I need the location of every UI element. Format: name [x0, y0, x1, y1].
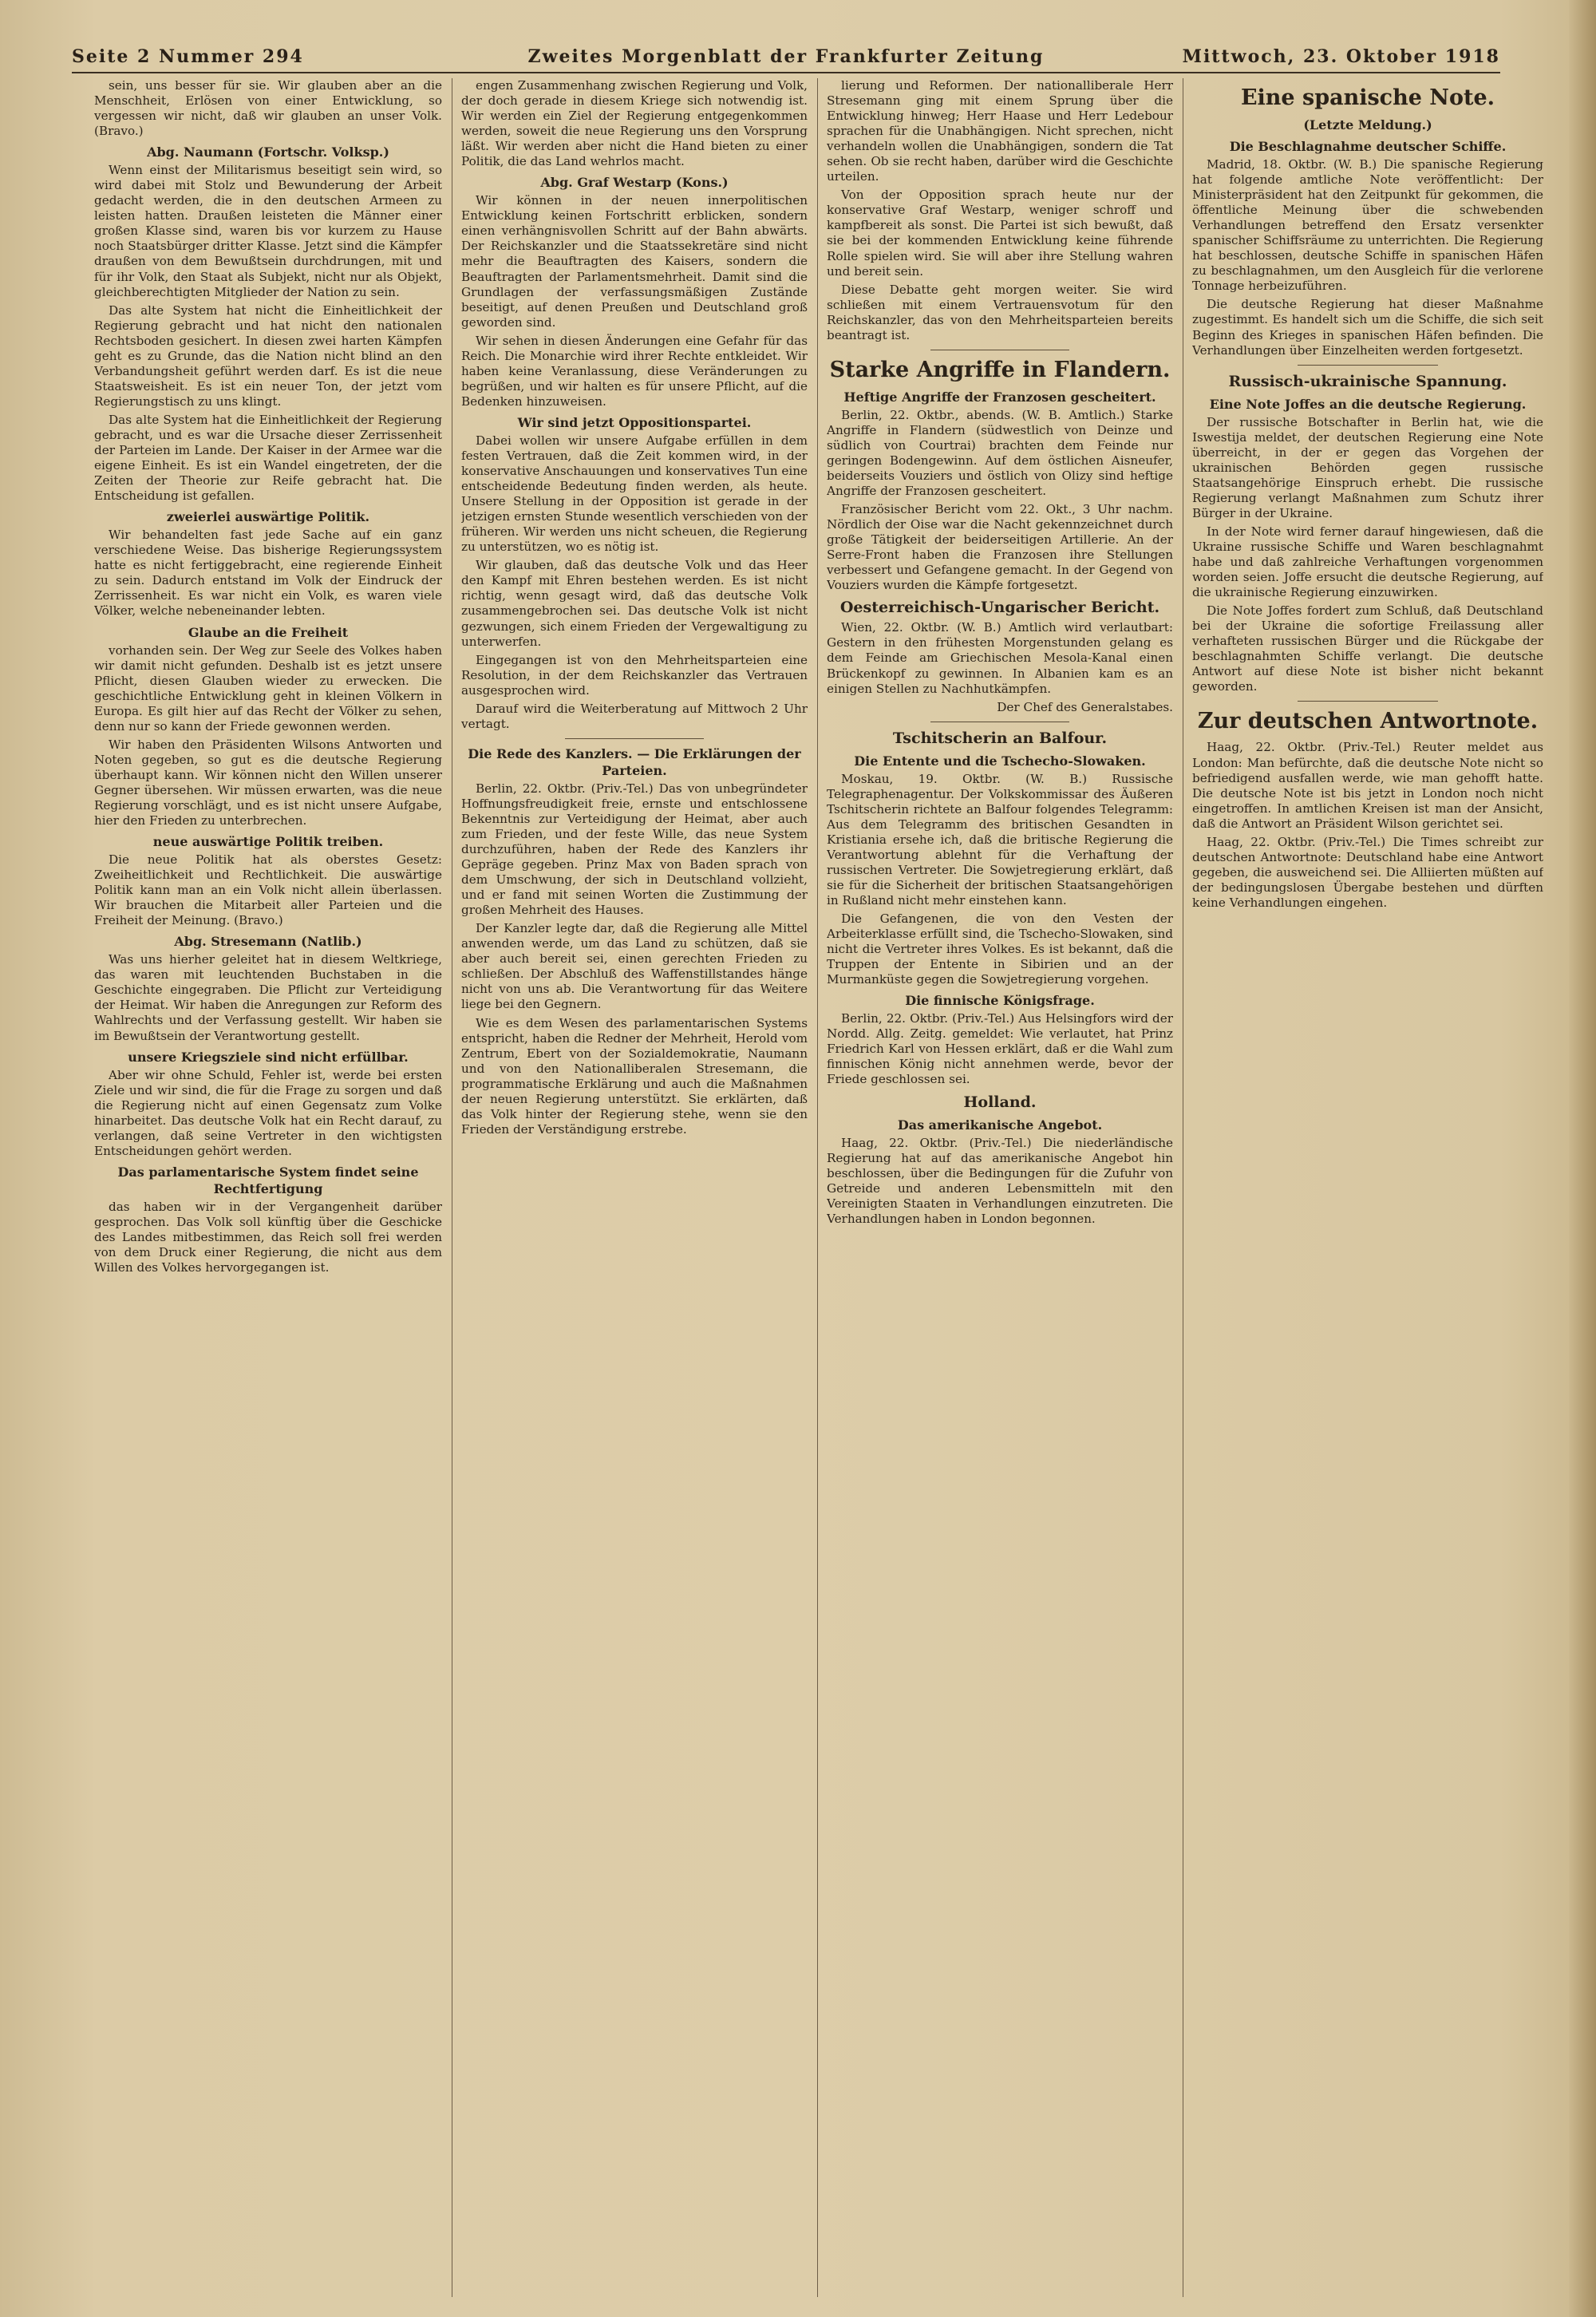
paragraph: Von der Opposition sprach heute nur der konservative Graf Westarp, weniger schroff und kampfbereit als sonst. Die Partei ist sich bewußt, daß sie bei der kommenden Entwicklung keine führende Rolle spielen wird. Sie will aber ihre Stellung wahren und bereit sein. [827, 188, 1173, 279]
page-number: Seite 2 Nummer 294 [72, 46, 304, 67]
newspaper-title: Zweites Morgenblatt der Frankfurter Zeitung [527, 46, 1045, 67]
article-headline: Oesterreichisch-Ungarischer Bericht. [839, 599, 1160, 617]
masthead [72, 42, 1500, 73]
paragraph: vorhanden sein. Der Weg zur Seele des Volkes haben wir damit nicht gefunden. Deshalb ist es jetzt unsere Pflicht, diesen Glauben wieder zu erwecken. Die geschichtliche Entwicklung geht in kleinen Völkern in Europa. Es gilt hier auf das Recht der Völker zu sehen, denn nur so kann der Friede gewonnen werden. [94, 643, 442, 733]
paragraph: sein, uns besser für sie. Wir glauben aber an die Menschheit, Erlösen von einer Entwicklung, so vergessen wir nicht, daß wir glauben an unser Volk. (Bravo.) [94, 78, 442, 139]
column-3 [827, 78, 1173, 2297]
paragraph: Wir haben den Präsidenten Wilsons Antworten und Noten gegeben, so gut es die deutsche Regierung überhaupt kann. Wir können nicht den Willen unserer Gegner übersehen. Wir müssen erwarten, was die neue Regierung vorschlägt, und es ist nicht unsere Aufgabe, hier den Frieden zu unterbrechen. [94, 737, 442, 828]
paragraph: Wir glauben, daß das deutsche Volk und das Heer den Kampf mit Ehren bestehen werden. Es ist nicht richtig, wenn gesagt wird, daß das deutsche Volk zusammengebrochen sei. Das deutsche Volk ist nicht gezwungen, sich einem Frieden der Vergewaltigung zu unterwerfen. [461, 558, 808, 649]
paragraph: Haag, 22. Oktbr. (Priv.-Tel.) Die Times schreibt zur deutschen Antwortnote: Deutschland habe eine Antwort gegeben, die ausweichend sei. Die Alliierten müßten auf der bedingungslosen Übergabe bestehen und dürften keine Verhandlungen eingehen. [1192, 834, 1543, 910]
paragraph: Berlin, 22. Oktbr. (Priv.-Tel.) Das von unbegründeter Hoffnungsfreudigkeit freie, ernste und entschlossene Bekenntnis zur Verteidigung der Heimat, aber auch zum Frieden, und der feste Wille, das neue System durchzuführen, haben der Rede des Kanzlers ihr Gepräge gegeben. Prinz Max von Baden sprach von dem Umschwung, der sich in Deutschland vollzieht, und er fand mit seinen Worten die Zustimmung der großen Mehrheit des Hauses. [461, 781, 808, 918]
column-2 [461, 78, 808, 2297]
paragraph: Aber wir ohne Schuld, Fehler ist, werde bei ersten Ziele und wir sind, die für die Frage zu sorgen und daß die Regierung nicht auf einen Gegensatz zum Volke hinarbeitet. Das deutsche Volk hat ein Recht darauf, zu verlangen, daß seine Vertreter in den wichtigsten Entscheidungen gehört werden. [94, 1067, 442, 1158]
article-headline: Die finnische Königsfrage. [905, 993, 1095, 1009]
subheading: zweierlei auswärtige Politik. [166, 509, 370, 525]
subheading: Das parlamentarische System findet seine Rechtfertigung [117, 1164, 419, 1196]
article-heading: Die Rede des Kanzlers. — Die Erklärungen der Parteien. [468, 745, 801, 778]
paragraph: Der Kanzler legte dar, daß die Regierung alle Mittel anwenden werde, um das Land zu schützen, daß sie aber auch bereit sei, einen gerechten Frieden zu schließen. Der Abschluß des Waffenstillstandes hänge nicht von uns ab. Die Verantwortung für das Weitere liege bei den Gegnern. [461, 921, 808, 1012]
article-headline: Holland. [963, 1093, 1037, 1111]
article-headline: Russisch-ukrainische Spannung. [1228, 372, 1507, 390]
paragraph: Die Gefangenen, die von den Vesten der Arbeiterklasse erfüllt sind, die Tschecho-Slowaken, sind nicht die Vertreter ihres Volkes. Es ist bekannt, daß die Truppen der Entente in Sibirien und an der Murmanküste gegen die Sowjetregierung vorgehen. [827, 911, 1173, 987]
paragraph: Wir sehen in diesen Änderungen eine Gefahr für das Reich. Die Monarchie wird ihrer Rechte entkleidet. Wir haben keine Veranlassung, diese Veränderungen zu begrüßen, und wir halten es für unsere Pflicht, auf die Bedenken hinzuweisen. [461, 333, 808, 409]
paragraph: Dabei wollen wir unsere Aufgabe erfüllen in dem festen Vertrauen, daß die Zeit kommen wird, in der konservative Anschauungen und konservatives Tun eine entscheidende Bedeutung finden werden, als heute. Unsere Stellung in der Opposition ist gerade in der jetzigen ernsten Stunde wesentlich verschieden von der früheren. Wir werden uns nicht scheuen, die Regierung zu unterstützen, wo es nötig ist. [461, 433, 808, 555]
separator [1298, 365, 1438, 366]
paragraph: Madrid, 18. Oktbr. (W. B.) Die spanische Regierung hat folgende amtliche Note veröffentlicht: Der Ministerpräsident hat den Zeitpunkt für gekommen, die öffentliche Meinung über die schwebenden Verhandlungen betreffend den Ersatz versenkter spanischer Schiffsräume zu unterrichten. Die Regierung hat beschlossen, deutsche Schiffe in spanischen Häfen zu beschlagnahmen, um den Ausgleich für die verlorene Tonnage herbeizuführen. [1192, 157, 1543, 294]
paragraph: Das alte System hat nicht die Einheitlichkeit der Regierung gebracht und hat nicht den nationalen Rechtsboden gesichert. In diesen zwei harten Kämpfen geht es zu Grunde, das die Nation nicht blind an den Verbandungsheit geführt werden darf. Es ist die neue Staatsweisheit. Es ist ein neuer Ton, der jetzt vom Regierungstisch zu uns klingt. [94, 302, 442, 409]
issue-date: Mittwoch, 23. Oktober 1918 [1182, 46, 1500, 67]
paragraph: Eingegangen ist von den Mehrheitsparteien eine Resolution, in der dem Reichskanzler das Vertrauen ausgesprochen wird. [461, 652, 808, 698]
paragraph: Wir können in der neuen innerpolitischen Entwicklung keinen Fortschritt erblicken, sondern einen verhängnisvollen Schritt auf der Bahn abwärts. Der Reichskanzler und die Staatssekretäre sind nicht mehr die Beauftragten des Kaisers, sondern die Beauftragten der Parlamentsmehrheit. Damit sind die Grundlagen der verfassungsmäßigen Zustände beseitigt, auf denen Preußen und Deutschland groß geworden sind. [461, 193, 808, 330]
article-subheadline: Die Beschlagnahme deutscher Schiffe. [1229, 139, 1507, 154]
separator [565, 738, 704, 739]
subheading: neue auswärtige Politik treiben. [152, 834, 384, 850]
article-headline: Zur deutschen Antwortnote. [1197, 709, 1539, 734]
paragraph: Was uns hierher geleitet hat in diesem Weltkriege, das waren mit leuchtenden Buchstaben in die Geschichte eingegraben. Die Pflicht zur Verteidigung der Heimat. Wir haben die Anregungen zur Reform des Wahlrechts und der Verfassung gestellt. Wir haben sie im Bewußtsein der Verantwortung gestellt. [94, 952, 442, 1043]
separator [1298, 701, 1438, 702]
paragraph: Berlin, 22. Oktbr., abends. (W. B. Amtlich.) Starke Angriffe in Flandern (südwestlich von Deinze und südlich von Courtrai) brachten dem Feinde nur geringen Bodengewinn. Auf dem östlichen Aisneufer, beiderseits Vouziers und östlich von Olizy sind heftige Angriffe der Franzosen gescheitert. [827, 407, 1173, 499]
page-edge [1569, 0, 1596, 2317]
paragraph: das haben wir in der Vergangenheit darüber gesprochen. Das Volk soll künftig über die Geschicke des Landes mitbestimmen, das Reich soll frei werden von dem Druck einer Regierung, die nicht aus dem Willen des Volkes hervorgegangen ist. [94, 1199, 442, 1275]
speaker-heading: Abg. Naumann (Fortschr. Volksp.) [147, 144, 389, 160]
column-4 [1192, 78, 1543, 2297]
paragraph: Wir behandelten fast jede Sache auf ein ganz verschiedene Weise. Das bisherige Regierungssystem hatte es nicht fertiggebracht, eine regierende Einheit zu sein. Dadurch entstand im Volk der Eindruck der Zerrissenheit. Es war nicht ein Volk, es waren viele Völker, welche nebeneinander lebten. [94, 528, 442, 619]
paragraph: Die neue Politik hat als oberstes Gesetz: Zweiheitlichkeit und Rechtlichkeit. Die auswärtige Politik kann man an ein Volk nicht allein überlassen. Wir brauchen die Mitarbeit aller Parteien und die Freiheit der Meinung. (Bravo.) [94, 852, 442, 928]
subheading: Wir sind jetzt Oppositionspartei. [517, 414, 752, 430]
paragraph: Französischer Bericht vom 22. Okt., 3 Uhr nachm. Nördlich der Oise war die Nacht gekennzeichnet durch große Tätigkeit der beiderseitigen Artillerie. An der Serre-Front haben die Franzosen ihre Stellungen verbessert und Gefangene gemacht. In der Gegend von Vouziers wurden die Kämpfe fortgesetzt. [827, 502, 1173, 593]
paragraph: engen Zusammenhang zwischen Regierung und Volk, der doch gerade in diesem Kriege sich notwendig ist. Wir werden ein Ziel der Regierung entgegenkommen werden, soweit die neue Regierung uns den Vorsprung läßt. Wir werden aber nicht die Hand bieten zu einer Politik, die das Land wehrlos macht. [461, 78, 808, 169]
subheading: unsere Kriegsziele sind nicht erfüllbar. [128, 1049, 409, 1065]
paragraph: Diese Debatte geht morgen weiter. Sie wird schließen mit einem Vertrauensvotum für den Reichskanzler, das von den Mehrheitsparteien bereits beantragt ist. [827, 282, 1173, 342]
paragraph: Die Note Joffes fordert zum Schluß, daß Deutschland bei der Ukraine die sofortige Freilassung aller verhafteten russischen Bürger und die Rückgabe der beschlagnahmten Schiffe verlangt. Die deutsche Antwort auf diese Note ist bisher nicht bekannt geworden. [1192, 603, 1543, 694]
article-subheadline: Heftige Angriffe der Franzosen gescheitert. [843, 389, 1156, 405]
article-headline: Starke Angriffe in Flandern. [829, 357, 1171, 382]
signature: Der Chef des Generalstabes. [997, 699, 1173, 714]
article-headline: Tschitscherin an Balfour. [892, 729, 1108, 747]
speaker-heading: Abg. Stresemann (Natlib.) [174, 934, 362, 950]
paragraph: Wenn einst der Militarismus beseitigt sein wird, so wird dabei mit Stolz und Bewunderung der Arbeit gedacht werden, die in den deutschen Armeen zu leisten hatten. Draußen leisteten die Männer einer großen Klasse sind, waren bis vor kurzem zu Hause noch Staatsbürger dritter Klasse. Jetzt sind die Kämpfer draußen von dem Bewußtsein durchdrungen, mit und für ihr Volk, den Staat als Subjekt, nicht nur als Objekt, gleichberechtigten Mitglieder der Nation zu sein. [94, 163, 442, 299]
paragraph: Berlin, 22. Oktbr. (Priv.-Tel.) Aus Helsingfors wird der Nordd. Allg. Zeitg. gemeldet: Wie verlautet, hat Prinz Friedrich Karl von Hessen erklärt, daß er die Wahl zum finnischen König nicht annehmen werde, bevor der Friede geschlossen sei. [827, 1011, 1173, 1087]
paragraph: Wien, 22. Oktbr. (W. B.) Amtlich wird verlautbart: Gestern in den frühesten Morgenstunden gelang es dem Feinde am Griechischen Mesola-Kanal einen Brückenkopf zu gewinnen. In Albanien kam es an einigen Stellen zu Nachhutkämpfen. [827, 620, 1173, 696]
speaker-heading: Abg. Graf Westarp (Kons.) [540, 175, 729, 191]
column-1 [94, 78, 442, 2297]
paragraph: Die deutsche Regierung hat dieser Maßnahme zugestimmt. Es handelt sich um die Schiffe, die sich seit Beginn des Krieges in spanischen Häfen befinden. Die Verhandlungen über Einzelheiten werden fortgesetzt. [1192, 297, 1543, 358]
paragraph: Haag, 22. Oktbr. (Priv.-Tel.) Die niederländische Regierung hat auf das amerikanische Angebot hin beschlossen, über die Bedingungen für die Zufuhr von Getreide und anderen Lebensmitteln mit den Vereinigten Staaten in Verhandlungen einzutreten. Die Verhandlungen haben in London begonnen. [827, 1135, 1173, 1226]
paragraph: Darauf wird die Weiterberatung auf Mittwoch 2 Uhr vertagt. [461, 701, 808, 731]
article-headline: Eine spanische Note. [1240, 85, 1495, 110]
article-subheadline: Eine Note Joffes an die deutsche Regierung. [1209, 396, 1527, 412]
subheading: Glaube an die Freiheit [188, 624, 349, 640]
paragraph: lierung und Reformen. Der nationalliberale Herr Stresemann ging mit einem Sprung über die Entwicklung hinweg; Herr Haase und Herr Ledebour sprachen für die Unabhängigen. Nicht sprechen, nicht verhandeln wollen die Unabhängigen, sondern die Tat sehen. Ob sie recht haben, darüber wird die Geschichte urteilen. [827, 78, 1173, 184]
paragraph: Moskau, 19. Oktbr. (W. B.) Russische Telegraphenagentur. Der Volkskommissar des Äußeren Tschitscherin richtete an Balfour folgendes Telegramm: Aus dem Telegramm des britischen Gesandten in Kristiania ersehe ich, daß die britische Regierung die Verantwortung ablehnt für die Verhaftung der russischen Vertreter. Die Sowjetregierung erklärt, daß sie für die Sicherheit der britischen Staatsangehörigen in Rußland nicht mehr einstehen kann. [827, 771, 1173, 908]
paragraph: In der Note wird ferner darauf hingewiesen, daß die Ukraine russische Schiffe und Waren beschlagnahmt habe und daß zahlreiche Verhaftungen vorgenommen worden seien. Joffe ersucht die deutsche Regierung, auf die ukrainische Regierung einzuwirken. [1192, 524, 1543, 600]
paragraph: Das alte System hat die Einheitlichkeit der Regierung gebracht, und es war die Ursache dieser Zerrissenheit der Parteien im Lande. Der Kaiser in der Armee war die eigene Einheit. Es ist ein Wandel eingetreten, der die Zeiten der Theorie zur Reife gebracht hat. Die Entscheidung ist gefallen. [94, 412, 442, 504]
article-subheadline: (Letzte Meldung.) [1303, 117, 1432, 132]
article-subheadline: Das amerikanische Angebot. [897, 1117, 1103, 1133]
paragraph: Der russische Botschafter in Berlin hat, wie die Iswestija meldet, der deutschen Regierung eine Note überreicht, in der er gegen das Vorgehen der ukrainischen Behörden gegen russische Staatsangehörige Einspruch erhebt. Die russische Regierung verlangt Maßnahmen zum Schutz ihrer Bürger in der Ukraine. [1192, 414, 1543, 520]
article-subheadline: Die Entente und die Tschecho-Slowaken. [854, 753, 1146, 769]
paragraph: Wie es dem Wesen des parlamentarischen Systems entspricht, haben die Redner der Mehrheit, Herold vom Zentrum, Ebert von der Sozialdemokratie, Naumann und von den Nationalliberalen Stresemann, die programmatische Erklärung und auch die Maßnahmen der neuen Regierung unterstützt. Sie erklärten, daß das Volk hinter der Regierung stehe, wenn sie den Frieden der Verständigung erstrebe. [461, 1015, 808, 1137]
column-rule [817, 78, 818, 2297]
paragraph: Haag, 22. Oktbr. (Priv.-Tel.) Reuter meldet aus London: Man befürchte, daß die deutsche Note nicht so befriedigend ausfallen werde, wie man gehofft hatte. Die deutsche Note ist bis jetzt in London noch nicht eingetroffen. In amtlichen Kreisen ist man der Ansicht, daß die Antwort an Präsident Wilson gerichtet sei. [1192, 740, 1543, 831]
